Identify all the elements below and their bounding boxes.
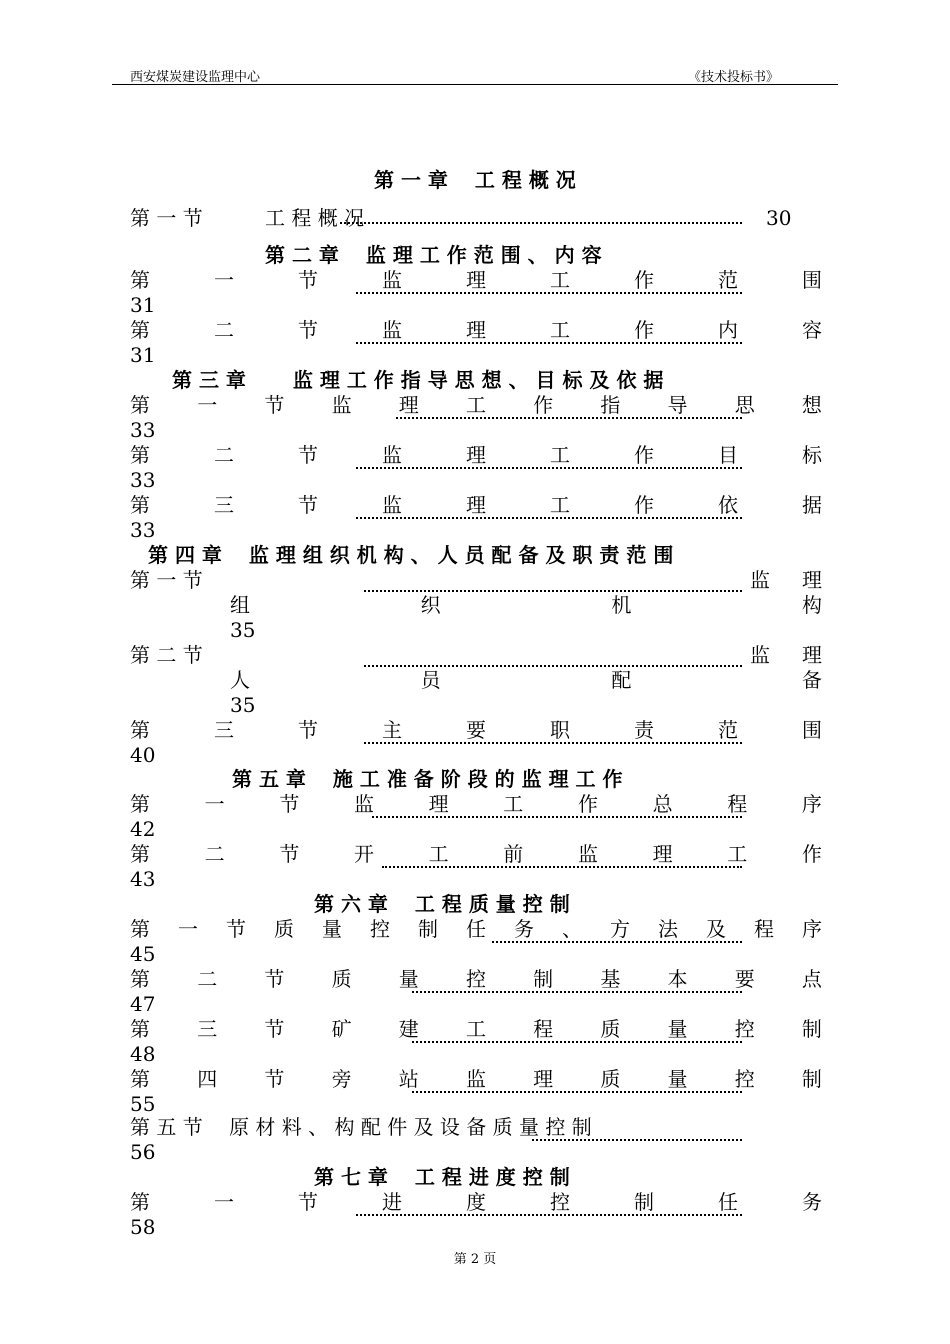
header-left-text: 西安煤炭建设监理中心 (130, 70, 261, 85)
toc-char: 序 (801, 792, 822, 816)
toc-char: 工 (428, 842, 449, 866)
toc-char: 节 (279, 842, 300, 866)
toc-6-5-entry[interactable]: 第 五 节 原 材 料 、 构 配 件 及 设 备 质 量 控 制 (130, 1115, 592, 1139)
toc-6-3-page[interactable]: 48 (130, 1042, 156, 1066)
toc-1-1-page[interactable]: 30 (766, 206, 792, 230)
chapter-1-title: 第 一 章 工 程 概 况 (374, 168, 576, 192)
toc-char: 监 (382, 443, 402, 467)
toc-4-1-title-part1[interactable] (750, 568, 822, 593)
toc-char: 节 (279, 792, 300, 816)
toc-char: 节 (264, 967, 285, 991)
toc-char: 节 (264, 393, 285, 417)
toc-char: 控 (465, 967, 486, 991)
toc-char: 配 (611, 668, 632, 692)
toc-char: 监 (353, 792, 374, 816)
toc-char: 导 (667, 393, 688, 417)
toc-3-2-entry[interactable] (130, 443, 822, 468)
toc-char: 责 (634, 718, 654, 742)
toc-char: 进 (382, 1190, 402, 1214)
toc-5-1-page[interactable]: 42 (130, 817, 156, 841)
toc-char: 组 (230, 593, 250, 617)
toc-char: 目 (718, 443, 738, 467)
toc-char: 围 (802, 718, 822, 742)
chapter-5-title: 第 五 章 施 工 准 备 阶 段 的 监 理 工 作 (232, 767, 623, 791)
toc-7-1-page[interactable]: 58 (130, 1215, 156, 1239)
toc-char: 作 (634, 493, 654, 517)
toc-char: 第 (130, 967, 150, 991)
header-right-text: 《技术投标书》 (688, 70, 780, 85)
toc-char: 指 (600, 393, 621, 417)
toc-char: 度 (466, 1190, 486, 1214)
toc-char: 节 (298, 443, 318, 467)
toc-char: 理 (466, 443, 486, 467)
toc-char: 第 (130, 1067, 150, 1091)
toc-char: 质 (600, 1067, 621, 1091)
toc-1-1-label[interactable]: 第 一 节 (130, 206, 203, 230)
toc-char: 理 (466, 268, 486, 292)
toc-char: 工 (550, 443, 570, 467)
toc-char: 节 (226, 917, 246, 941)
toc-4-3-entry[interactable] (130, 718, 822, 743)
toc-char: 理 (428, 792, 449, 816)
header-divider (112, 84, 838, 85)
toc-char: 构 (801, 593, 822, 617)
toc-char: 三 (214, 718, 234, 742)
toc-char: 范 (718, 268, 738, 292)
page-number: 第 2 页 (453, 1252, 497, 1267)
toc-char: 制 (801, 1067, 822, 1091)
toc-char: 旁 (331, 1067, 352, 1091)
toc-char: 围 (802, 268, 822, 292)
toc-char: 三 (197, 1017, 218, 1041)
toc-char: 质 (274, 917, 294, 941)
toc-char: 工 (503, 792, 524, 816)
toc-4-2-page[interactable]: 35 (230, 693, 256, 717)
toc-char: 质 (600, 1017, 621, 1041)
toc-char: 人 (230, 668, 250, 692)
toc-char: 思 (734, 393, 755, 417)
leader-dots (340, 222, 742, 224)
toc-4-2-label[interactable]: 第 二 节 (130, 643, 203, 667)
toc-char: 前 (503, 842, 524, 866)
toc-char: 工 (550, 268, 570, 292)
toc-char: 一 (214, 1190, 234, 1214)
toc-char: 第 (130, 842, 150, 866)
toc-char: 监 (331, 393, 352, 417)
toc-char: 量 (398, 967, 419, 991)
toc-char: 第 (130, 268, 150, 292)
toc-char: 工 (465, 393, 486, 417)
toc-char: 监 (577, 842, 598, 866)
toc-char: 主 (382, 718, 402, 742)
toc-char: 据 (802, 493, 822, 517)
toc-4-1-title-part2[interactable] (230, 593, 822, 618)
toc-char: 、 (562, 917, 582, 941)
toc-char: 作 (634, 268, 654, 292)
toc-char: 一 (178, 917, 198, 941)
toc-5-2-page[interactable]: 43 (130, 867, 156, 891)
toc-6-2-page[interactable]: 47 (130, 992, 156, 1016)
toc-2-2-page[interactable]: 31 (130, 343, 156, 367)
toc-char: 节 (298, 1190, 318, 1214)
toc-char: 理 (398, 393, 419, 417)
toc-char: 织 (420, 593, 441, 617)
toc-char: 监 (382, 318, 402, 342)
toc-char: 理 (466, 493, 486, 517)
toc-char: 三 (214, 493, 234, 517)
toc-char: 监 (750, 568, 770, 592)
toc-2-1-entry[interactable] (130, 268, 822, 293)
leader-dots (364, 665, 742, 667)
toc-char: 理 (802, 643, 822, 667)
toc-3-3-entry[interactable] (130, 493, 822, 518)
toc-6-5-page[interactable]: 56 (130, 1140, 156, 1164)
toc-char: 二 (214, 318, 234, 342)
toc-char: 第 (130, 318, 150, 342)
toc-char: 作 (634, 318, 654, 342)
toc-char: 节 (298, 718, 318, 742)
toc-char: 站 (398, 1067, 419, 1091)
toc-char: 四 (197, 1067, 218, 1091)
toc-char: 第 (130, 493, 150, 517)
toc-char: 工 (727, 842, 748, 866)
toc-6-1-page[interactable]: 45 (130, 942, 156, 966)
toc-char: 理 (802, 568, 822, 592)
toc-char: 第 (130, 917, 150, 941)
toc-char: 量 (667, 1067, 688, 1091)
toc-char: 一 (214, 268, 234, 292)
toc-char: 制 (801, 1017, 822, 1041)
toc-char: 节 (298, 493, 318, 517)
toc-char: 要 (466, 718, 486, 742)
toc-char: 职 (550, 718, 570, 742)
toc-char: 依 (718, 493, 738, 517)
toc-char: 员 (420, 668, 441, 692)
toc-char: 第 (130, 1017, 150, 1041)
toc-1-1-title[interactable]: 工 程 概 况 (265, 206, 365, 230)
toc-char: 法 (658, 917, 678, 941)
toc-char: 第 (130, 1190, 150, 1214)
toc-5-1-entry[interactable] (130, 792, 822, 817)
toc-char: 第 (130, 393, 150, 417)
toc-char: 程 (754, 917, 774, 941)
toc-char: 控 (370, 917, 390, 941)
toc-char: 任 (466, 917, 486, 941)
toc-4-2-title-part1[interactable] (750, 643, 822, 668)
toc-char: 节 (298, 318, 318, 342)
toc-char: 想 (801, 393, 822, 417)
toc-6-1-entry[interactable] (130, 917, 822, 942)
chapter-4-title: 第 四 章 监 理 组 织 机 构 、 人 员 配 备 及 职 责 范 围 (148, 543, 674, 567)
toc-char: 方 (610, 917, 630, 941)
toc-2-1-page[interactable]: 31 (130, 293, 156, 317)
chapter-7-title: 第 七 章 工 程 进 度 控 制 (314, 1165, 570, 1189)
toc-char: 任 (718, 1190, 738, 1214)
toc-5-2-entry[interactable] (130, 842, 822, 867)
toc-char: 工 (550, 493, 570, 517)
toc-char: 制 (634, 1190, 654, 1214)
toc-char: 程 (533, 1017, 554, 1041)
toc-char: 范 (718, 718, 738, 742)
toc-char: 监 (382, 268, 402, 292)
toc-char: 务 (514, 917, 534, 941)
toc-char: 作 (577, 792, 598, 816)
toc-char: 容 (802, 318, 822, 342)
toc-char: 要 (734, 967, 755, 991)
toc-4-1-page[interactable]: 35 (230, 618, 256, 642)
chapter-3-title: 第 三 章 监 理 工 作 指 导 思 想 、 目 标 及 依 据 (172, 368, 664, 392)
toc-char: 基 (600, 967, 621, 991)
toc-char: 标 (802, 443, 822, 467)
toc-3-2-page[interactable]: 33 (130, 468, 156, 492)
toc-char: 监 (465, 1067, 486, 1091)
toc-char: 一 (204, 792, 225, 816)
toc-char: 量 (322, 917, 342, 941)
toc-char: 节 (264, 1067, 285, 1091)
leader-dots (364, 590, 742, 592)
toc-4-3-page[interactable]: 40 (130, 743, 156, 767)
toc-char: 控 (550, 1190, 570, 1214)
toc-char: 机 (611, 593, 632, 617)
toc-char: 一 (197, 393, 218, 417)
toc-3-3-page[interactable]: 33 (130, 518, 156, 542)
toc-char: 作 (533, 393, 554, 417)
toc-char: 序 (802, 917, 822, 941)
toc-char: 本 (667, 967, 688, 991)
toc-char: 矿 (331, 1017, 352, 1041)
toc-char: 第 (130, 443, 150, 467)
toc-char: 第 (130, 718, 150, 742)
toc-3-1-page[interactable]: 33 (130, 418, 156, 442)
toc-char: 务 (802, 1190, 822, 1214)
toc-char: 理 (466, 318, 486, 342)
toc-char: 理 (533, 1067, 554, 1091)
toc-6-4-entry[interactable] (130, 1067, 822, 1092)
toc-char: 第 (130, 792, 150, 816)
toc-char: 控 (734, 1017, 755, 1041)
chapter-6-title: 第 六 章 工 程 质 量 控 制 (314, 892, 570, 916)
toc-6-2-entry[interactable] (130, 967, 822, 992)
toc-char: 二 (214, 443, 234, 467)
toc-7-1-entry[interactable] (130, 1190, 822, 1215)
toc-6-3-entry[interactable] (130, 1017, 822, 1042)
toc-char: 质 (331, 967, 352, 991)
toc-6-4-page[interactable]: 55 (130, 1092, 156, 1116)
toc-char: 总 (652, 792, 673, 816)
toc-char: 量 (667, 1017, 688, 1041)
toc-char: 监 (382, 493, 402, 517)
toc-char: 制 (418, 917, 438, 941)
toc-char: 监 (750, 643, 770, 667)
toc-char: 理 (652, 842, 673, 866)
toc-4-2-title-part2[interactable] (230, 668, 822, 693)
toc-char: 作 (801, 842, 822, 866)
toc-char: 点 (801, 967, 822, 991)
toc-char: 制 (533, 967, 554, 991)
toc-char: 及 (706, 917, 726, 941)
toc-char: 内 (718, 318, 738, 342)
toc-char: 建 (398, 1017, 419, 1041)
toc-char: 备 (801, 668, 822, 692)
toc-char: 开 (353, 842, 374, 866)
toc-char: 程 (727, 792, 748, 816)
toc-3-1-entry[interactable] (130, 393, 822, 418)
toc-4-1-label[interactable]: 第 一 节 (130, 568, 203, 592)
toc-char: 控 (734, 1067, 755, 1091)
toc-char: 二 (197, 967, 218, 991)
toc-2-2-entry[interactable] (130, 318, 822, 343)
chapter-2-title: 第 二 章 监 理 工 作 范 围 、 内 容 (265, 243, 602, 267)
toc-char: 工 (550, 318, 570, 342)
toc-char: 节 (298, 268, 318, 292)
toc-char: 节 (264, 1017, 285, 1041)
toc-char: 工 (465, 1017, 486, 1041)
toc-char: 二 (204, 842, 225, 866)
toc-char: 作 (634, 443, 654, 467)
